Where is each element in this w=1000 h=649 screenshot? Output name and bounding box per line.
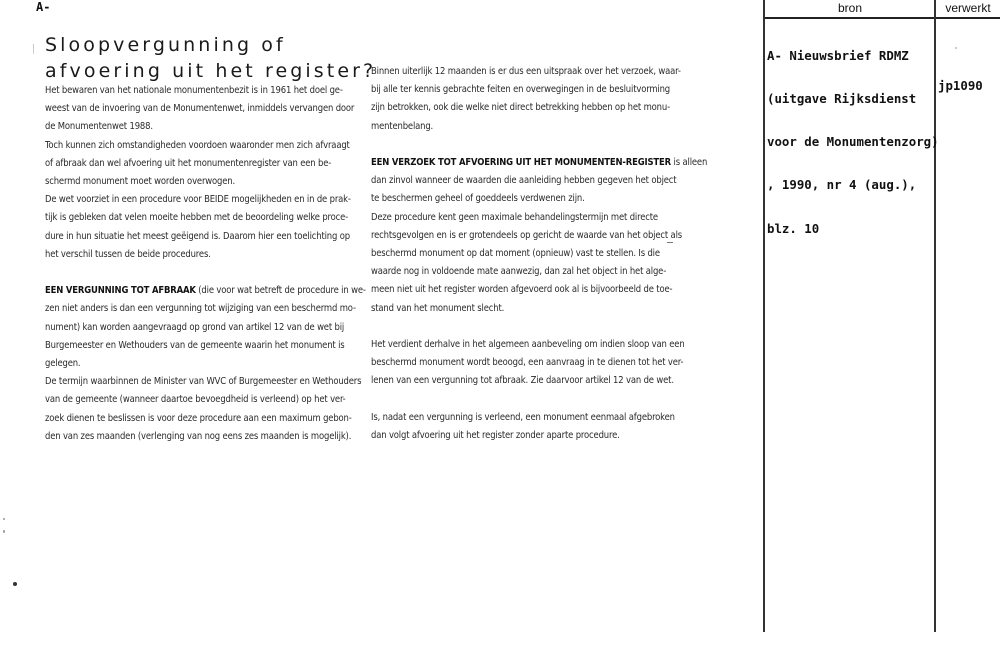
text-line: Deze procedure kent geen maximale behandelingstermijn met directe xyxy=(371,211,658,223)
scan-speck xyxy=(3,530,5,533)
text-line: De wet voorziet in een procedure voor BEIDE mogelijkheden en in de prak- xyxy=(45,194,351,206)
text-line: Binnen uiterlijk 12 maanden is er dus een uitspraak over het verzoek, waar- xyxy=(371,66,681,77)
section-heading-line xyxy=(371,154,707,172)
text-line: den van zes maanden (verlenging van nog eens zes maanden is mogelijk). xyxy=(45,430,352,442)
text-line: te beschermen geheel of goeddeels verdwenen zijn. xyxy=(371,193,585,205)
verwerkt-entry: jp1090 xyxy=(938,78,983,93)
text-line: dan volgt afvoering uit het register zonder aparte procedure. xyxy=(371,430,620,442)
section-heading-line xyxy=(45,282,366,300)
text-line: Het verdient derhalve in het algemeen aanbeveling om indien sloop van een xyxy=(371,339,685,351)
section-heading: EEN VERZOEK TOT AFVOERING UIT HET MONUMENTEN-REGISTER xyxy=(371,157,671,168)
text-line: stand van het monument slecht. xyxy=(371,302,505,314)
text-line: lenen van een vergunning tot afbraak. Zie daarvoor artikel 12 van de wet. xyxy=(371,375,674,387)
header-rule xyxy=(764,17,1000,19)
article-title xyxy=(45,32,376,84)
scan-speck xyxy=(33,44,34,54)
scan-speck xyxy=(955,47,957,49)
text-line: de Monumentenwet 1988. xyxy=(45,121,153,133)
text-line: waarde nog in voldoende mate aanwezig, dan zal het object in het alge- xyxy=(371,266,667,278)
column-header-bron: bron xyxy=(837,1,863,15)
bron-entry xyxy=(767,20,939,265)
bron-line: voor de Monumentenzorg) xyxy=(767,134,939,150)
scan-speck xyxy=(667,242,673,243)
scan-speck xyxy=(3,518,5,520)
text-line: Burgemeester en Wethouders van de gemeente waarin het monument is xyxy=(45,339,345,351)
text-line: nument) kan worden aangevraagd op grond van artikel 12 van de wet bij xyxy=(45,321,345,333)
paragraph-gap xyxy=(371,136,707,154)
title-line: afvoering uit het register? xyxy=(45,60,377,82)
reference-mark: A- xyxy=(36,0,51,14)
paragraph-gap xyxy=(371,318,707,336)
text-line: Toch kunnen zich omstandigheden voordoen waaronder men zich afvraagt xyxy=(45,139,350,151)
text-line: zijn betrokken, ook die welke niet direct betrekking hebben op het monu- xyxy=(371,102,670,114)
text-line: beschermd monument op dat moment (opnieuw) vast te stellen. Is die xyxy=(371,248,660,260)
text-fragment: is alleen xyxy=(670,157,708,168)
text-line: zen niet anders is dan een vergunning tot wijziging van een beschermd mo- xyxy=(45,303,356,315)
text-line: van de gemeente (wanneer daartoe bevoegdheid is verleend) op het ver- xyxy=(45,394,346,406)
section-heading: EEN VERGUNNING TOT AFBRAAK xyxy=(45,285,196,297)
text-line: De termijn waarbinnen de Minister van WVC of Burgemeester en Wethouders xyxy=(45,376,362,388)
left-column xyxy=(45,82,366,446)
text-fragment: (die voor wat betreft de procedure in we- xyxy=(195,285,366,297)
bron-line: (uitgave Rijksdienst xyxy=(767,91,917,107)
text-line: beschermd monument wordt beoogd, een aanvraag in te dienen tot het ver- xyxy=(371,357,684,369)
text-line: rechtsgevolgen en is er grotendeels op gericht de waarde van het object als xyxy=(371,229,683,241)
scan-speck xyxy=(13,582,17,586)
text-line: dure in hun situatie het meest geëigend is. Daarom hier een toelichting op xyxy=(45,230,350,242)
text-line: tijk is gebleken dat velen moeite hebben met de beoordeling welke proce- xyxy=(45,212,349,224)
column-header-verwerkt: verwerkt xyxy=(945,1,991,15)
text-line: zoek dienen te beslissen is voor deze procedure aan een maximum gebon- xyxy=(45,412,352,424)
paragraph-gap xyxy=(371,391,707,409)
text-line: het verschil tussen de beide procedures. xyxy=(45,248,211,260)
text-line: dan zinvol wanneer de waarden die aanleiding hebben gegeven het object xyxy=(371,175,677,187)
text-line: mentenbelang. xyxy=(371,120,434,132)
bron-line: blz. 10 xyxy=(767,220,820,236)
column-rule-left xyxy=(763,0,765,632)
paragraph-gap xyxy=(45,264,366,282)
text-line: of afbraak dan wel afvoering uit het monumentenregister van een be- xyxy=(45,157,332,169)
text-line: gelegen. xyxy=(45,358,81,370)
title-line: Sloopvergunning of xyxy=(45,34,286,56)
text-line: weest van de invoering van de Monumentenwet, inmiddels vervangen door xyxy=(45,103,355,115)
text-line: schermd monument moet worden overwogen. xyxy=(45,176,235,188)
text-line: bij alle ter kennis gebrachte feiten en overwegingen in de besluitvorming xyxy=(371,84,671,96)
bron-line: A- Nieuwsbrief RDMZ xyxy=(767,47,909,63)
text-line: Het bewaren van het nationale monumentenbezit is in 1961 het doel ge- xyxy=(45,85,343,96)
right-column xyxy=(371,63,707,445)
text-line: Is, nadat een vergunning is verleend, een monument eenmaal afgebroken xyxy=(371,411,675,423)
bron-line: , 1990, nr 4 (aug.), xyxy=(767,177,917,193)
text-line: meen niet uit het register worden afgevoerd ook al is bijvoorbeeld de toe- xyxy=(371,284,673,296)
